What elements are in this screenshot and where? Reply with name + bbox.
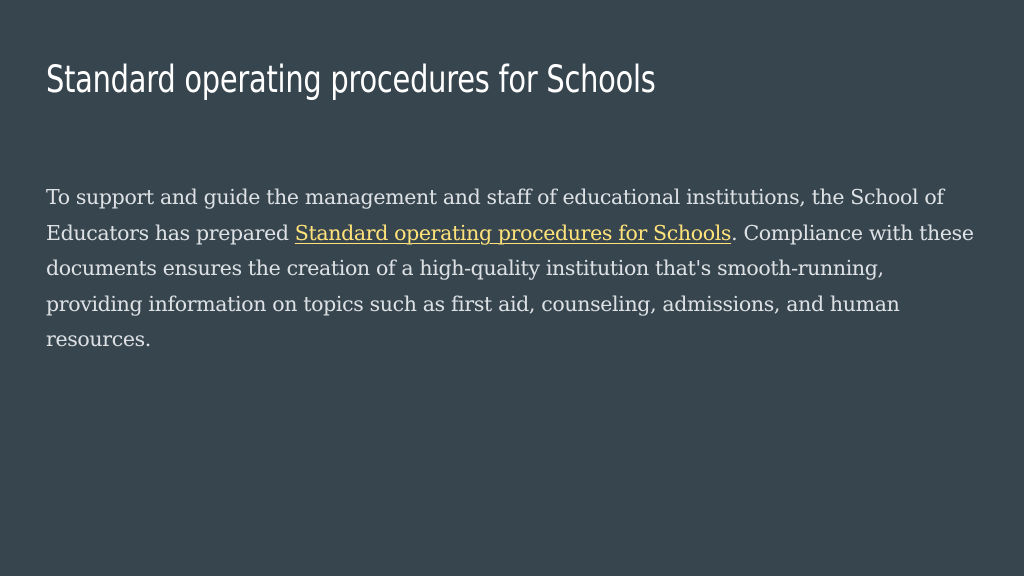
slide-title: Standard operating procedures for Schools — [46, 58, 656, 101]
body-text-after-link: . Compliance with these documents ensures the creation of a high-quality institution that's smooth-running, providing information on topics such as first aid, counseling, admissions, and human resources. — [46, 220, 974, 351]
slide-body-paragraph — [46, 180, 986, 358]
body-text-before-link: To support and guide the management and staff of educational institutions, the School of Educators has prepared — [46, 185, 944, 245]
sop-schools-link[interactable]: Standard operating procedures for Schools — [294, 220, 732, 245]
